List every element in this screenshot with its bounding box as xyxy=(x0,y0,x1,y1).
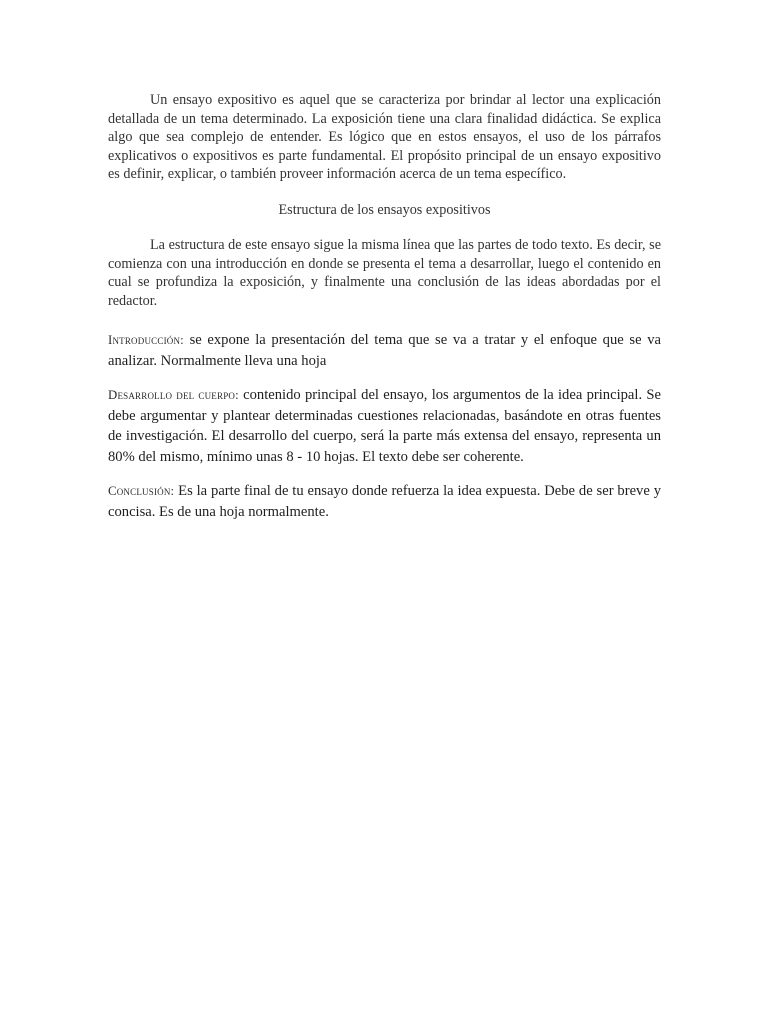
body-development-paragraph xyxy=(108,385,661,467)
introduction-paragraph xyxy=(108,330,661,371)
introduction-label: Introducción: xyxy=(108,333,184,347)
document-body xyxy=(108,91,661,522)
introduction-text: se expone la presentación del tema que se va a tratar y el enfoque que se va analizar. Normalmente lleva una hoja xyxy=(108,332,661,369)
intro-paragraph: Un ensayo expositivo es aquel que se caracteriza por brindar al lector una explicación detallada de un tema determinado. La exposición tiene una clara finalidad didáctica. Se explica algo que sea complejo de entender. Es lógico que en estos ensayos, el uso de los párrafos explicativos o expositivos es parte fundamental. El propósito principal de un ensayo expositivo es definir, explicar, o también proveer información acerca de un tema específico. xyxy=(108,92,661,182)
body-development-text: contenido principal del ensayo, los argumentos de la idea principal. Se debe argumentar y plantear determinadas cuestiones relacionadas, basándote en otras fuentes de investigación. El desarrollo del cuerpo, será la parte más extensa del ensayo, representa un 80% del mismo, mínimo unas 8 - 10 hojas. El texto debe ser coherente. xyxy=(108,387,661,465)
structure-paragraph: La estructura de este ensayo sigue la misma línea que las partes de todo texto. Es decir, se comienza con una introducción en donde se presenta el tema a desarrollar, luego el contenido en cual se profundiza la exposición, y finalmente una conclusión de las ideas abordadas por el redactor. xyxy=(108,237,661,309)
conclusion-text: Es la parte final de tu ensayo donde refuerza la idea expuesta. Debe de ser breve y concisa. Es de una hoja normalmente. xyxy=(108,483,661,520)
section-heading: Estructura de los ensayos expositivos xyxy=(278,201,491,218)
body-development-label: Desarrollo del cuerpo: xyxy=(108,388,239,402)
conclusion-label: Conclusión: xyxy=(108,484,175,498)
conclusion-paragraph xyxy=(108,481,661,522)
